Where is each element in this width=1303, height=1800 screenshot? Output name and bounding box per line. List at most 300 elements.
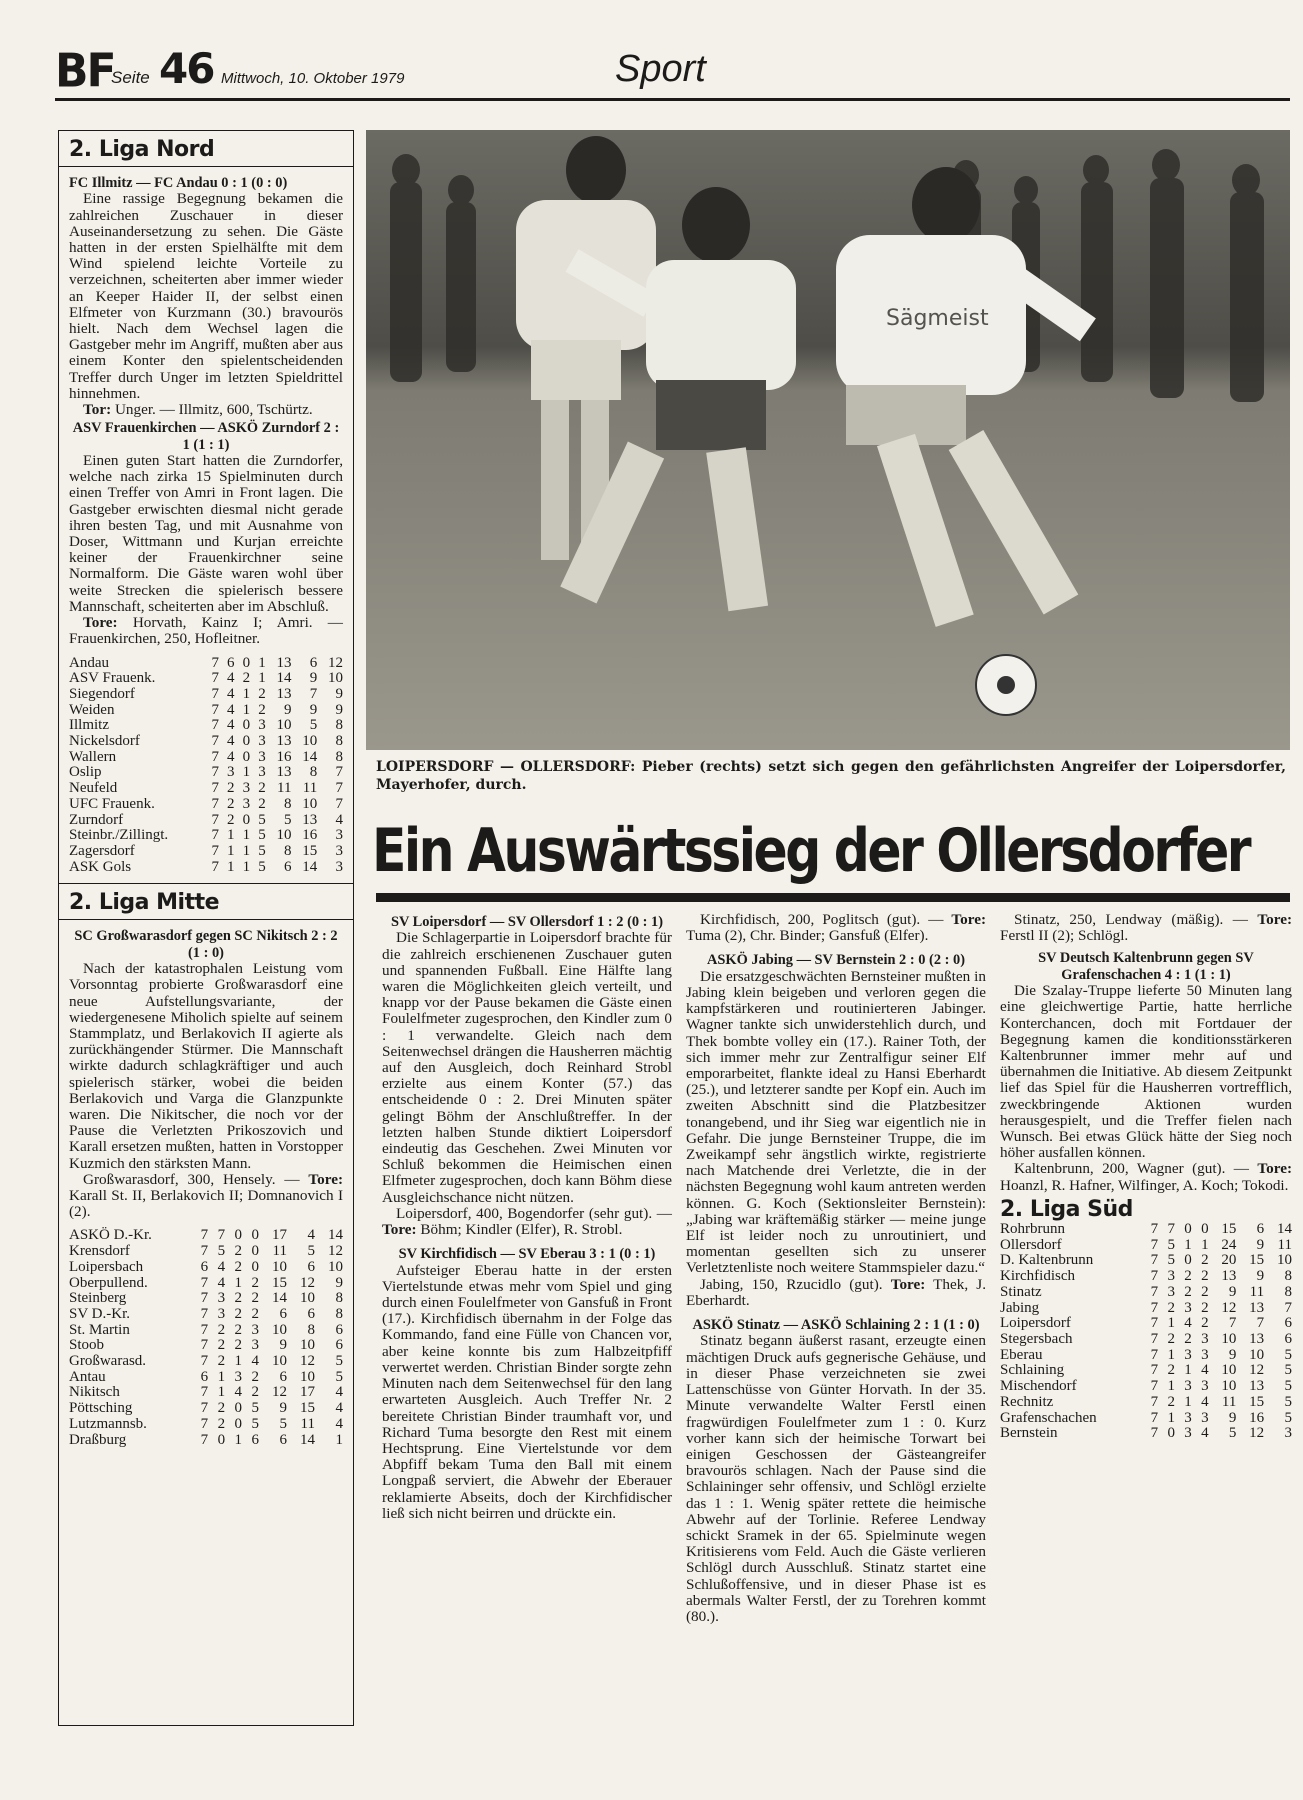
liga-nord-standings — [69, 656, 343, 876]
standings-l: 5 — [258, 811, 266, 828]
standings-ga: 13 — [302, 811, 318, 828]
standings-d: 2 — [234, 1321, 243, 1338]
standings-team: Weiden — [69, 701, 115, 718]
tore-label: Tore: — [1257, 1160, 1292, 1178]
standings-pts: 3 — [335, 842, 343, 859]
standings-ga: 5 — [309, 717, 318, 734]
standings-row — [69, 813, 343, 829]
standings-gf: 24 — [1221, 1236, 1237, 1253]
match-heading: ASKÖ Stinatz — ASKÖ Schlaining 2 : 1 (1 : 0) — [692, 1317, 980, 1334]
standings-row — [69, 1323, 343, 1339]
standings-team: Zagersdorf — [69, 842, 135, 859]
standings-row — [69, 828, 343, 844]
standings-gf: 7 — [1228, 1315, 1237, 1332]
standings-d: 3 — [242, 795, 251, 812]
standings-row — [69, 1338, 343, 1354]
standings-row — [69, 1385, 343, 1401]
standings-d: 4 — [234, 1384, 243, 1401]
article-column-2 — [686, 912, 986, 1625]
standings-l: 0 — [251, 1243, 259, 1260]
standings-pts: 5 — [1284, 1409, 1292, 1426]
standings-p: 7 — [211, 670, 219, 687]
photo-caption — [376, 758, 1286, 794]
standings-d: 0 — [242, 717, 251, 734]
standings-pts: 8 — [1284, 1283, 1292, 1300]
standings-l: 2 — [1201, 1268, 1209, 1285]
standings-l: 2 — [251, 1290, 259, 1307]
standings-w: 0 — [1167, 1425, 1175, 1442]
standings-gf: 13 — [276, 764, 292, 781]
standings-row — [69, 1417, 343, 1433]
standings-row — [69, 1354, 343, 1370]
match-info: Kirchfidisch, 200, Poglitsch (gut). — — [700, 911, 944, 928]
tore-label: Tore: — [951, 911, 986, 928]
standings-d: 2 — [234, 1258, 243, 1275]
standings-p: 6 — [200, 1368, 209, 1385]
standings-team: Steinberg — [69, 1290, 127, 1307]
standings-team: Eberau — [1000, 1346, 1043, 1363]
standings-gf: 14 — [271, 1290, 287, 1307]
standings-w: 2 — [217, 1337, 226, 1354]
match-heading: SC Großwarasdorf gegen SC Nikitsch 2 : 2 (1 : 0) — [74, 928, 338, 961]
standings-row — [69, 781, 343, 797]
standings-ga: 15 — [299, 1400, 315, 1417]
standings-w: 1 — [227, 827, 235, 844]
standings-row — [1000, 1332, 1292, 1348]
standings-pts: 12 — [328, 1243, 343, 1260]
standings-l: 0 — [1201, 1221, 1209, 1238]
standings-gf: 13 — [276, 733, 292, 750]
liga-sued-standings — [1000, 1222, 1292, 1442]
standings-l: 2 — [251, 1384, 259, 1401]
match-info: Jabing, 150, Rzucidlo (gut). — [700, 1275, 883, 1293]
standings-d: 0 — [242, 654, 251, 671]
standings-w: 1 — [1167, 1315, 1175, 1332]
standings-team: Rohrbrunn — [1000, 1221, 1065, 1238]
standings-p: 7 — [1150, 1409, 1159, 1426]
standings-l: 3 — [251, 1337, 259, 1354]
standings-l: 4 — [251, 1353, 259, 1370]
standings-pts: 8 — [335, 748, 343, 765]
standings-d: 3 — [1184, 1378, 1192, 1395]
standings-pts: 7 — [335, 795, 343, 812]
football-photo-illustration — [366, 130, 1290, 750]
standings-gf: 9 — [279, 1400, 287, 1417]
standings-pts: 6 — [335, 1321, 343, 1338]
standings-l: 3 — [1201, 1409, 1209, 1426]
standings-row — [1000, 1238, 1292, 1254]
standings-d: 3 — [1184, 1425, 1192, 1442]
standings-gf: 6 — [283, 858, 292, 875]
standings-p: 7 — [200, 1400, 209, 1417]
standings-d: 3 — [242, 780, 251, 797]
standings-pts: 4 — [335, 1400, 343, 1417]
match-report: Einen guten Start hatten die Zurndorfer, welche nach zirka 15 Spielminuten durch einen Treffer von Amri in Front lagen. Die Gastgeber erwischten diesmal nicht gerade ihren besten Tag, und mit Ausnahme von Doser, Wittmann und Kurjan erreichte keiner der Frauenkirchner seine Normalform. Die Gäste waren wohl über weite Strecken die spielerisch bessere Mannschaft, scheiterten aber im Abschluß. — [69, 452, 343, 615]
standings-pts: 12 — [328, 654, 343, 671]
standings-p: 7 — [1150, 1425, 1159, 1442]
standings-gf: 9 — [279, 1337, 287, 1354]
standings-pts: 7 — [335, 780, 343, 797]
standings-team: Oberpullend. — [69, 1274, 148, 1291]
match-scorers: Böhm; Kindler (Elfer), R. Strobl. — [420, 1221, 623, 1239]
standings-row — [1000, 1363, 1292, 1379]
standings-ga: 9 — [1256, 1268, 1265, 1285]
standings-ga: 13 — [1249, 1299, 1265, 1316]
standings-p: 7 — [1150, 1378, 1159, 1395]
standings-team: Jabing — [1000, 1299, 1040, 1316]
standings-team: Stoob — [69, 1337, 105, 1354]
standings-pts: 7 — [1284, 1299, 1292, 1316]
standings-w: 2 — [217, 1321, 226, 1338]
standings-l: 2 — [258, 701, 266, 718]
standings-row — [69, 703, 343, 719]
standings-ga: 10 — [1249, 1346, 1265, 1363]
standings-w: 2 — [227, 811, 235, 828]
standings-pts: 3 — [1284, 1425, 1292, 1442]
standings-ga: 16 — [302, 827, 318, 844]
standings-pts: 8 — [335, 1305, 343, 1322]
tore-label: Tore: — [83, 614, 118, 632]
standings-w: 4 — [227, 733, 235, 750]
issue-date: Mittwoch, 10. Oktober 1979 — [221, 70, 405, 87]
standings-w: 3 — [1167, 1283, 1175, 1300]
standings-w: 4 — [227, 717, 235, 734]
standings-row — [69, 656, 343, 672]
standings-row — [69, 1291, 343, 1307]
standings-l: 5 — [251, 1415, 259, 1432]
match-report: Die ersatzgeschwächten Bernsteiner mußten in Jabing klein beigeben und verloren gegen die kampfstärkeren und routinierteren Jabinger. Wagner tankte sich unwiderstehlich durch, und Thek bombte volley ein (17.). Rainer Toth, der sich immer mehr zur Zentralfigur seiner Elf emporarbeitet, flankte ideal zu Hansi Eberhardt (25.), und letzterer sandte per Kopf ein. Auch im zweiten Abschnitt sind die Platzbesitzer tonangebend, und ihr Sieg war eigentlich nie in Gefahr. Die junge Bernsteiner Truppe, die im Zweikampf sehr ängstlich wirkte, registrierte nach Matchende drei Verletzte, die in der nächsten Begegnung wohl kaum antreten werden können. G. Koch (Sektionsleiter Bernstein): „Jabing war kräftemäßig stärker — meine junge Elf ist leider noch zu unroutiniert, und momentan gesellten sich zu unserer Verletztenliste noch weitere Stammspieler dazu.“ — [686, 967, 986, 1277]
article-headline: Ein Auswärtssieg der Ollersdorfer — [372, 816, 1250, 886]
tore-label: Tore: — [890, 1275, 926, 1293]
standings-row — [69, 687, 343, 703]
standings-gf: 12 — [1221, 1299, 1237, 1316]
standings-pts: 14 — [328, 1227, 343, 1244]
standings-d: 1 — [242, 701, 251, 718]
standings-l: 2 — [1201, 1299, 1209, 1316]
standings-w: 5 — [1167, 1252, 1175, 1269]
standings-ga: 14 — [302, 858, 318, 875]
standings-w: 7 — [1167, 1221, 1175, 1238]
standings-p: 7 — [200, 1353, 209, 1370]
standings-l: 5 — [258, 827, 266, 844]
standings-pts: 8 — [335, 1290, 343, 1307]
standings-l: 2 — [258, 780, 266, 797]
paper-logo: BF — [55, 44, 115, 99]
standings-d: 2 — [234, 1305, 243, 1322]
standings-l: 2 — [251, 1368, 259, 1385]
standings-w: 2 — [217, 1415, 226, 1432]
standings-w: 4 — [227, 748, 235, 765]
standings-d: 1 — [1184, 1362, 1192, 1379]
standings-w: 4 — [217, 1274, 226, 1291]
standings-p: 7 — [211, 764, 219, 781]
match-scorers: Horvath, Kainz I; Amri. — Frauenkirchen, 250, Hofleitner. — [69, 614, 343, 648]
standings-l: 3 — [1201, 1330, 1209, 1347]
standings-row — [69, 844, 343, 860]
standings-gf: 10 — [276, 717, 292, 734]
standings-d: 4 — [1184, 1315, 1192, 1332]
standings-d: 1 — [242, 858, 251, 875]
standings-pts: 5 — [1284, 1346, 1292, 1363]
standings-d: 0 — [242, 811, 251, 828]
standings-w: 1 — [227, 858, 235, 875]
match-scorers: Hoanzl, R. Hafner, Wilfinger, A. Koch; Tokodi. — [1000, 1176, 1289, 1194]
standings-l: 3 — [1201, 1346, 1209, 1363]
standings-pts: 3 — [335, 858, 343, 875]
standings-w: 3 — [1167, 1268, 1175, 1285]
match-report: Die Schlagerpartie in Loipersdorf brachte für die zahlreich erschienenen Zuschauer guten und spannenden Fußball. Eine Hälfte lang waren die Möglichkeiten gleich verteilt, und knapp vor der Pause bekamen die Gäste einen Foulelfmeter zugesprochen, den Kindler zum 0 : 1 verwandelte. Gleich nach dem Seitenwechsel drängen die Hausherren mächtig auf den Ausgleich, doch Reinhard Strobl erzielte aus einem Konter (57.) das entscheidende 0 : 2. Drei Minuten später gelingt Böhm der Anschlußtreffer. In der letzten halben Stunde diktiert Loipersdorf eindeutig das Geschehen. Zwei Minuten vor Schluß bekommen die Heimischen einen Elfmeter zugesprochen, doch kann Böhm diese Ausgleichschance nicht nützen. — [382, 929, 672, 1206]
standings-row — [1000, 1285, 1292, 1301]
standings-pts: 4 — [335, 1415, 343, 1432]
standings-team: ASKÖ D.-Kr. — [69, 1227, 152, 1244]
headline-rule — [376, 893, 1290, 902]
liga-nord-title: 2. Liga Nord — [59, 131, 353, 167]
match-heading: SV Loipersdorf — SV Ollersdorf 1 : 2 (0 : 1) — [390, 914, 664, 930]
standings-l: 3 — [258, 748, 266, 765]
standings-row — [1000, 1253, 1292, 1269]
standings-row — [1000, 1379, 1292, 1395]
standings-p: 7 — [211, 858, 219, 875]
standings-gf: 9 — [283, 701, 292, 718]
standings-gf: 13 — [276, 685, 292, 702]
standings-team: Zurndorf — [69, 811, 124, 828]
standings-l: 1 — [258, 670, 266, 687]
standings-w: 2 — [1167, 1393, 1175, 1410]
standings-d: 2 — [234, 1337, 243, 1354]
standings-w: 1 — [1167, 1409, 1175, 1426]
standings-ga: 6 — [307, 1305, 315, 1322]
standings-d: 2 — [1184, 1330, 1192, 1347]
standings-gf: 17 — [271, 1227, 287, 1244]
tore-label: Tore: — [1257, 911, 1293, 928]
standings-gf: 10 — [271, 1353, 287, 1370]
standings-row — [69, 734, 343, 750]
standings-w: 2 — [227, 780, 235, 797]
standings-team: Grafenschachen — [1000, 1409, 1097, 1426]
standings-ga: 12 — [1249, 1425, 1265, 1442]
standings-w: 0 — [217, 1431, 226, 1448]
standings-l: 3 — [258, 764, 266, 781]
match-report: Stinatz begann äußerst rasant, erzeugte einen mächtigen Druck aufs gegnerische Gehäuse, und in dieser Phase verzeichneten sie zwei Lattenschüsse von Günter Horvath. In der 35. Minute verwandelte Walter Ferstl einen fragwürdigen Foulelfmeter zum 1 : 0. Kurz vorher kann sich der heimische Torwart bei einigen Geschossen der Gästeangreifer bravourös schlagen. Nach der Pause sind die Schlaininger sehr offensiv, und Schlögl erzielte das 1 : 1. Wenig später rettete die heimische Abwehr auf der Torlinie. Referee Lendway schickt Sramek in der 65. Spielminute wegen Kritisierens vom Feld. Auch die Gäste verlieren Schlögl durch Ausschluß. Stinatz startet eine Schlußoffensive, und in dieser Phase ist es abermals Walter Ferstl, der zu Torehren kommt (80.). — [686, 1332, 986, 1625]
standings-team: Loipersbach — [69, 1258, 144, 1275]
standings-d: 3 — [1184, 1409, 1192, 1426]
liga-mitte-standings — [69, 1228, 343, 1448]
standings-p: 7 — [200, 1431, 209, 1448]
standings-gf: 5 — [279, 1415, 287, 1432]
standings-w: 1 — [1167, 1378, 1175, 1395]
match-report: Die Szalay-Truppe lieferte 50 Minuten lang eine gleichwertige Partie, hatte herrliche Konterchancen, doch mit Fortdauer der Begegnung kamen die konditionsstärkeren Kaltenbrunner immer mehr auf und übernahmen die Initiative. Ab diesem Zeitpunkt lief das Spiel für die Hausherren vortrefflich, zweckbringende Aktionen wurden herausgespielt, und die Treffer fielen nach Wunsch. Bei etwas Glück hätte der Sieg noch höher ausfallen können. — [1000, 982, 1292, 1162]
standings-row — [69, 1276, 343, 1292]
match-heading: ASV Frauenkirchen — ASKÖ Zurndorf 2 : 1 (1 : 1) — [72, 420, 340, 453]
match-scorers: Karall St. II, Berlakovich II; Domnanovich I (2). — [69, 1187, 343, 1221]
match-info: Großwarasdorf, 300, Hensely. — — [83, 1170, 300, 1188]
standings-team: Nickelsdorf — [69, 733, 140, 750]
standings-row — [1000, 1222, 1292, 1238]
standings-l: 2 — [1201, 1252, 1209, 1269]
standings-d: 0 — [1184, 1252, 1192, 1269]
standings-d: 0 — [234, 1400, 243, 1417]
match-report: Aufsteiger Eberau hatte in der ersten Viertelstunde etwas mehr vom Spiel und ging durch einen Foulelfmeter von Gansfuß in Front (17.). Kirchfidisch übernahm in der Folge das Kommando, fand eine Fülle von Chancen vor, aber keine konnte bis zum Halbzeitpfiff verwertet werden. Christian Binder sorgte zehn Minuten nach dem Seitenwechsel für den lang erwarteten Ausgleich. Auch Treffer Nr. 2 bereitete Christian Binder traumhaft vor, und Richard Tuma besorgte den Rest mit einem Hechtsprung. Eine Viertelstunde vor dem Abpfiff bekam Tuma den Ball mit einem Longpaß serviert, die Abwehr der Eberauer reklamierte Abseits, doch der Kirchfidischer ließ sich nicht beirren und drückte ein. — [382, 1261, 672, 1522]
standings-team: Steinbr./Zillingt. — [69, 827, 169, 844]
standings-ga: 12 — [299, 1274, 315, 1291]
standings-d: 2 — [1184, 1283, 1192, 1300]
standings-gf: 11 — [277, 780, 292, 797]
standings-row — [69, 1260, 343, 1276]
standings-pts: 9 — [335, 701, 343, 718]
standings-team: St. Martin — [69, 1321, 130, 1338]
standings-team: SV D.-Kr. — [69, 1305, 130, 1322]
standings-l: 0 — [251, 1258, 259, 1275]
standings-ga: 9 — [309, 670, 318, 687]
standings-team: Rechnitz — [1000, 1393, 1054, 1410]
liga-mitte-reports — [59, 920, 353, 1448]
standings-p: 7 — [1150, 1283, 1159, 1300]
standings-p: 7 — [1150, 1252, 1159, 1269]
standings-row — [69, 797, 343, 813]
standings-p: 7 — [211, 811, 219, 828]
standings-row — [69, 718, 343, 734]
shirt-sponsor: Sägmeist — [886, 306, 989, 331]
standings-pts: 4 — [335, 811, 343, 828]
standings-w: 2 — [227, 795, 235, 812]
section-title: Sport — [615, 48, 706, 90]
standings-p: 7 — [211, 748, 219, 765]
standings-p: 7 — [200, 1305, 209, 1322]
match-scorers: Thek, J. Eberhardt. — [686, 1275, 986, 1309]
standings-gf: 16 — [276, 748, 292, 765]
standings-ga: 15 — [1249, 1393, 1265, 1410]
standings-ga: 8 — [309, 764, 318, 781]
standings-pts: 5 — [335, 1368, 343, 1385]
standings-gf: 15 — [271, 1274, 287, 1291]
standings-team: Mischendorf — [1000, 1378, 1077, 1395]
match-info: Kaltenbrunn, 200, Wagner (gut). — — [1014, 1160, 1249, 1178]
standings-d: 1 — [234, 1431, 243, 1448]
standings-l: 3 — [251, 1321, 259, 1338]
standings-team: Neufeld — [69, 780, 118, 797]
standings-row — [69, 1244, 343, 1260]
standings-row — [69, 1228, 343, 1244]
article-column-3 — [1000, 912, 1292, 1442]
standings-ga: 6 — [307, 1258, 315, 1275]
standings-d: 1 — [242, 827, 251, 844]
standings-row — [69, 1401, 343, 1417]
standings-gf: 6 — [279, 1368, 287, 1385]
standings-ga: 10 — [299, 1290, 315, 1307]
standings-team: Stinatz — [1000, 1283, 1042, 1300]
standings-gf: 5 — [1228, 1425, 1237, 1442]
standings-team: Loipersdorf — [1000, 1315, 1071, 1332]
standings-ga: 16 — [1249, 1409, 1265, 1426]
match-report: Nach der katastrophalen Leistung vom Vorsonntag probierte Großwarasdorf eine neue Aufstellungsvariante, der wiedergenesene Miholich spielte auf seinem Stammplatz, und Berlakovich II agierte als zurückhängender Stürmer. Die Mannschaft wirkte dadurch schlagkräftiger und auch spielerisch stärker, wobei die beiden Berlakovich und Varga die Glanzpunkte waren. Die Nikitscher, die noch vor der Pause die Verletzten Prikoszovich und Karall ersetzen mußten, hatten in Vorstopper Kuzmich den stärksten Mann. — [69, 960, 343, 1172]
standings-pts: 9 — [335, 685, 343, 702]
standings-ga: 10 — [302, 733, 318, 750]
standings-gf: 13 — [1221, 1268, 1237, 1285]
standings-ga: 9 — [1256, 1236, 1265, 1253]
standings-w: 4 — [227, 701, 235, 718]
standings-l: 1 — [258, 654, 266, 671]
standings-d: 0 — [234, 1415, 243, 1432]
standings-l: 1 — [1201, 1236, 1209, 1253]
standings-row — [69, 1370, 343, 1386]
standings-w: 3 — [217, 1305, 226, 1322]
standings-gf: 15 — [1221, 1221, 1237, 1238]
standings-pts: 11 — [1277, 1236, 1292, 1253]
standings-p: 7 — [200, 1415, 209, 1432]
standings-gf: 9 — [1228, 1409, 1237, 1426]
standings-row — [69, 671, 343, 687]
standings-team: Wallern — [69, 748, 117, 765]
standings-pts: 8 — [335, 733, 343, 750]
standings-p: 7 — [1150, 1346, 1159, 1363]
caption-text: Pieber (rechts) setzt sich gegen den gefährlichsten Angreifer der Loipersdorfer, Mayerhofer, durch. — [376, 759, 1287, 793]
standings-w: 2 — [1167, 1299, 1175, 1316]
standings-ga: 10 — [302, 795, 318, 812]
standings-d: 2 — [1184, 1268, 1192, 1285]
standings-gf: 9 — [1228, 1283, 1237, 1300]
standings-d: 1 — [242, 842, 251, 859]
standings-l: 2 — [258, 685, 266, 702]
standings-gf: 10 — [1221, 1362, 1237, 1379]
standings-ga: 6 — [309, 654, 318, 671]
standings-p: 7 — [1150, 1330, 1159, 1347]
standings-l: 2 — [1201, 1315, 1209, 1332]
standings-d: 2 — [234, 1290, 243, 1307]
match-info: Loipersdorf, 400, Bogendorfer (sehr gut). — — [396, 1204, 672, 1222]
standings-gf: 10 — [276, 827, 292, 844]
match-heading: ASKÖ Jabing — SV Bernstein 2 : 0 (2 : 0) — [707, 952, 965, 969]
standings-pts: 9 — [335, 1274, 343, 1291]
standings-p: 7 — [200, 1290, 209, 1307]
standings-p: 7 — [200, 1274, 209, 1291]
standings-l: 4 — [1201, 1425, 1209, 1442]
standings-p: 7 — [1150, 1362, 1159, 1379]
standings-ga: 12 — [299, 1353, 315, 1370]
standings-ga: 15 — [302, 842, 318, 859]
standings-ga: 9 — [309, 701, 318, 718]
standings-l: 2 — [251, 1305, 259, 1322]
standings-p: 7 — [1150, 1299, 1159, 1316]
standings-team: Schlaining — [1000, 1362, 1065, 1379]
masthead-rule — [55, 98, 1290, 101]
standings-gf: 14 — [276, 670, 292, 687]
standings-d: 2 — [242, 670, 251, 687]
standings-row — [1000, 1426, 1292, 1442]
standings-l: 4 — [1201, 1362, 1209, 1379]
standings-pts: 10 — [328, 670, 343, 687]
standings-l: 5 — [251, 1400, 259, 1417]
standings-team: Kirchfidisch — [1000, 1268, 1075, 1285]
standings-ga: 11 — [1249, 1283, 1265, 1300]
standings-p: 7 — [1150, 1268, 1159, 1285]
standings-gf: 10 — [271, 1258, 287, 1275]
standings-l: 6 — [251, 1431, 259, 1448]
standings-pts: 5 — [1284, 1378, 1292, 1395]
standings-team: Großwarasd. — [69, 1353, 147, 1370]
standings-ga: 12 — [1249, 1362, 1265, 1379]
standings-w: 5 — [217, 1243, 226, 1260]
page-number: 46 — [159, 44, 214, 93]
standings-ga: 7 — [1256, 1315, 1265, 1332]
standings-pts: 10 — [1277, 1252, 1292, 1269]
standings-p: 6 — [200, 1258, 209, 1275]
standings-gf: 20 — [1221, 1252, 1237, 1269]
standings-d: 3 — [234, 1368, 243, 1385]
match-heading: SV Deutsch Kaltenbrunn gegen SV Grafenschachen 4 : 1 (1 : 1) — [1038, 950, 1254, 983]
standings-ga: 10 — [299, 1337, 315, 1354]
standings-d: 0 — [234, 1227, 243, 1244]
liga-sued-title: 2. Liga Süd — [1000, 1196, 1133, 1222]
